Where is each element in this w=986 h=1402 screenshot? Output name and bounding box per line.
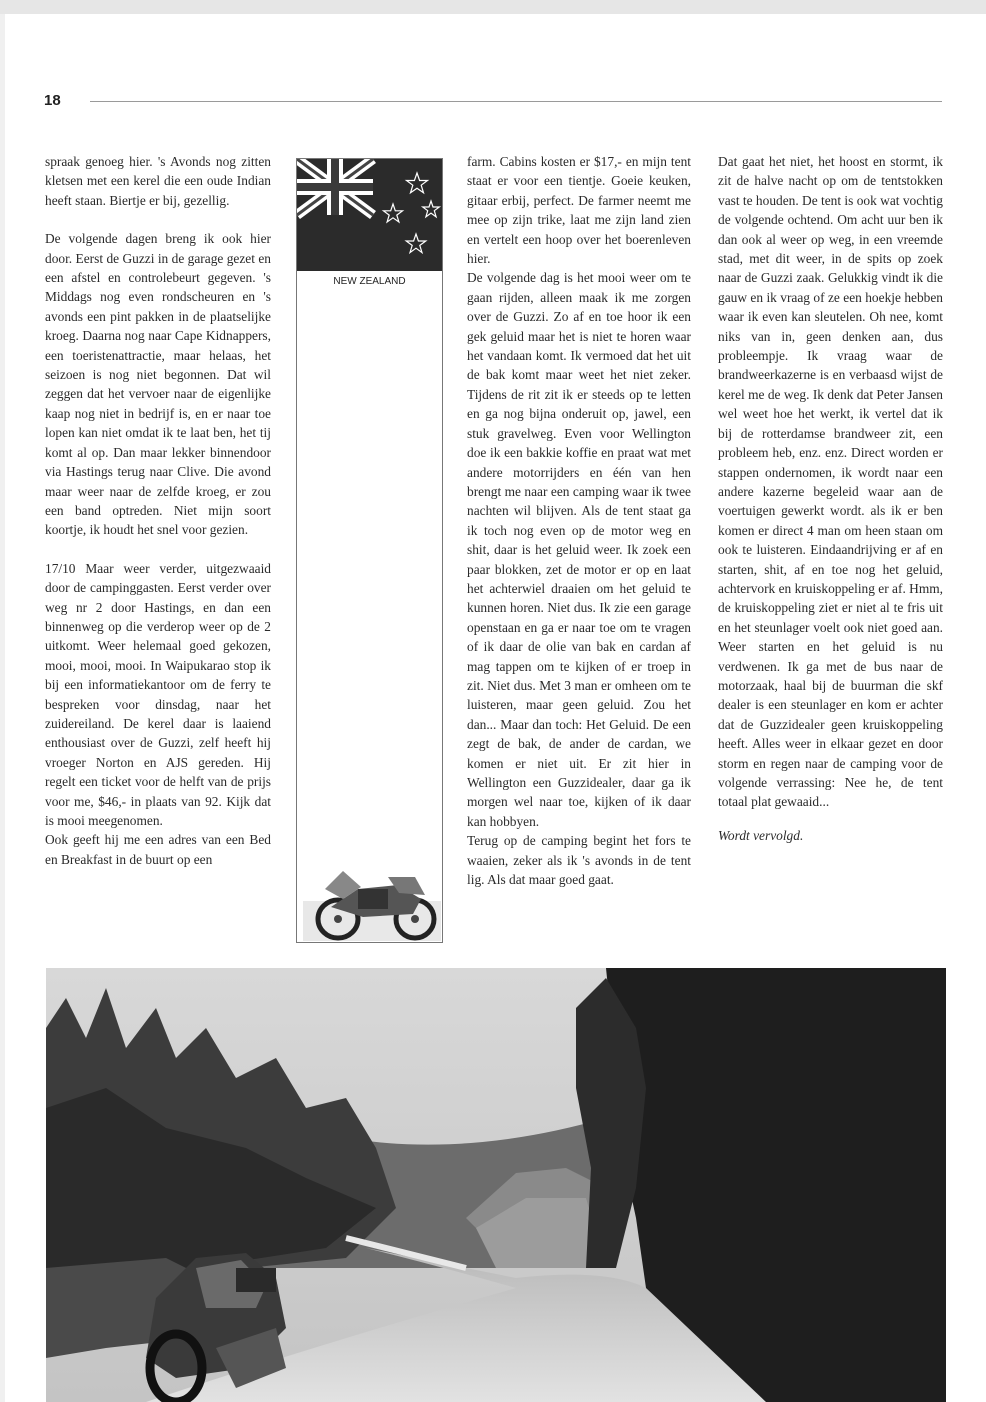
new-zealand-flag-icon — [297, 159, 442, 271]
article-column-1 — [45, 152, 271, 869]
article-column-4 — [718, 152, 943, 845]
article-column-3 — [467, 152, 691, 889]
scan-left-edge — [0, 14, 5, 1402]
motorcycle-photo — [303, 859, 441, 941]
continued-note: Wordt vervolgd. — [718, 827, 804, 843]
sidebar-box — [296, 158, 443, 943]
paragraph: De volgende dag is het mooi weer om te gaan rijden, alleen maak ik me zorgen over de Guzzi. Zo af en toe hoor ik een gek geluid maar het is niet te horen waar het vandaan komt. Ik vermoed dat het uit de bak komt maar weet het niet zeker. Tijdens de rit zit ik er steeds op te letten en ga nog bijna onderuit op, jawel, een stuk gravelweg. Even voor Wellington doe ik een bakkie koffie en praat wat met andere motorrijders en één van hen brengt me naar een camping waar ik twee nachten wil blijven. Als de tent staat ga ik toch nog even op de motor weg en shit, daar is het geluid weer. Ik zoek een paar blokken, zet de motor er op en laat het achterwiel draaien om het geluid te kunnen horen. Niet dus. Ik zie een garage openstaan en ga er naar toe om te vragen of ik daar de olie van bak en cardan af mag tappen om te kijken of er troep in zit. Niet dus. Met 3 man er omheen om te luisteren, maar geen geluid. Zou het dan... Maar dan toch: Het Geluid. De een zegt de bak, de ander de cardan, we komen er niet uit. Er zit hier in Wellington een Guzzidealer, daar ga ik morgen wel naar toe, kijken of ik daar kan hobbyen. — [467, 270, 691, 829]
gravel-road-photo — [46, 968, 946, 1402]
paragraph: Terug op de camping begint het fors te waaien, zeker als ik 's avonds in de tent lig. Als dat maar goed gaat. — [467, 833, 691, 888]
paragraph: farm. Cabins kosten er $17,- en mijn tent staat er voor een tientje. Goeie keuken, gitaar erbij, perfect. De farmer neemt me mee op zijn trike, laat me zijn land zien en vertelt een hoop over het boerenleven hier. — [467, 154, 691, 267]
paragraph: 17/10 Maar weer verder, uitgezwaaid door de campinggasten. Eerst verder over weg nr 2 door Hastings, en dan een binnenweg op die verderop weer op de 2 uitkomt. Weer helemaal goed gekozen, mooi, mooi, mooi. In Waipukarao stop ik bij een informatiekantoor om de ferry te bespreken voor dinsdag, naar het zuidereiland. De kerel daar is laaiend enthousiast over de Guzzi, zelf heeft hij vroeger Norton en AJS gereden. Hij regelt een ticket voor de helft van de prijs voor me, $46,- in plaats van 92. Kijk dat is mooi meegenomen. — [45, 560, 271, 828]
page-number: 18 — [44, 92, 61, 109]
flag-caption: NEW ZEALAND — [333, 276, 406, 287]
paragraph: Ook geeft hij me een adres van een Bed en Breakfast in de buurt op een — [45, 832, 271, 867]
scan-top-edge — [0, 0, 986, 14]
paragraph: spraak genoeg hier. 's Avonds nog zitten kletsen met een kerel die een oude Indian heeft staan. Biertje er bij, gezellig. — [45, 154, 271, 208]
header-rule — [90, 101, 942, 102]
paragraph: De volgende dagen breng ik ook hier door. Eerst de Guzzi in de garage gezet en een afstel en controlebeurt gegeven. 's Middags nog even rondscheuren en 's avonds een pint pakken in de plaatselijke kroeg. Daarna nog naar Cape Kidnappers, een toeristenattractie, maar helaas, het seizoen is nog niet begonnen. Dat wil zeggen dat het vervoer naar de eigenlijke kaap nog niet in bedrijf is, en er naar toe lopen kan niet omdat ik te laat ben, het tij komt al op. Dan maar lekker binnendoor via Hastings terug naar Clive. Die avond maar weer naar de zelfde kroeg, er zou een band optreden. Niet mijn soort koortje, ik houdt het snel voor gezien. — [45, 231, 271, 538]
paragraph: Dat gaat het niet, het hoost en stormt, ik zit de halve nacht op om de tentstokken vast te houden. De tent is ook wat vochtig de volgende ochtend. Om acht uur ben ik dan ook al weer op weg, in een vreemde stad, met dit weer, in de spits op zoek naar de Guzzi zaak. Gelukkig vindt ik die gauw en ik vraag of ze een hoekje hebben waar ik even kan sleutelen. Oh nee, komt niks van in, geen denken aan, dus probleempje. Ik vraag waar de brandweerkazerne is en verbaasd wijst de kerel me de weg. Ik denk dat Peter Jansen wel weet hoe het werkt, ik vertel dat ik bij de rotterdamse brandweer zit, een probleem heb, enz. enz. Direct worden er stappen ondernomen, ik wordt naar een andere kazerne begeleid waar aan de voertuigen gewerkt wordt. als ik er ben komen er direct 4 man om heen staan om ook te luisteren. Eindaandrijving er af en starten, shit, af en toe nog het geluid, achtervork en kruiskoppeling er af. Hmm, de kruiskoppeling ziet er niet al te fris uit en het steunlager voelt ook niet goed aan. Weer starten en het geluid is nu verdwenen. Ik ga met de bus naar de motorzaak, haal bij de buurman die skf dealer is een steunlager en kom er achter dat de Guzzidealer geen kruiskoppeling heeft. Alles weer in elkaar gezet en door storm en regen naar de camping voor de volgende verrassing: Nee he, de tent totaal plat gewaaid... — [718, 154, 943, 810]
